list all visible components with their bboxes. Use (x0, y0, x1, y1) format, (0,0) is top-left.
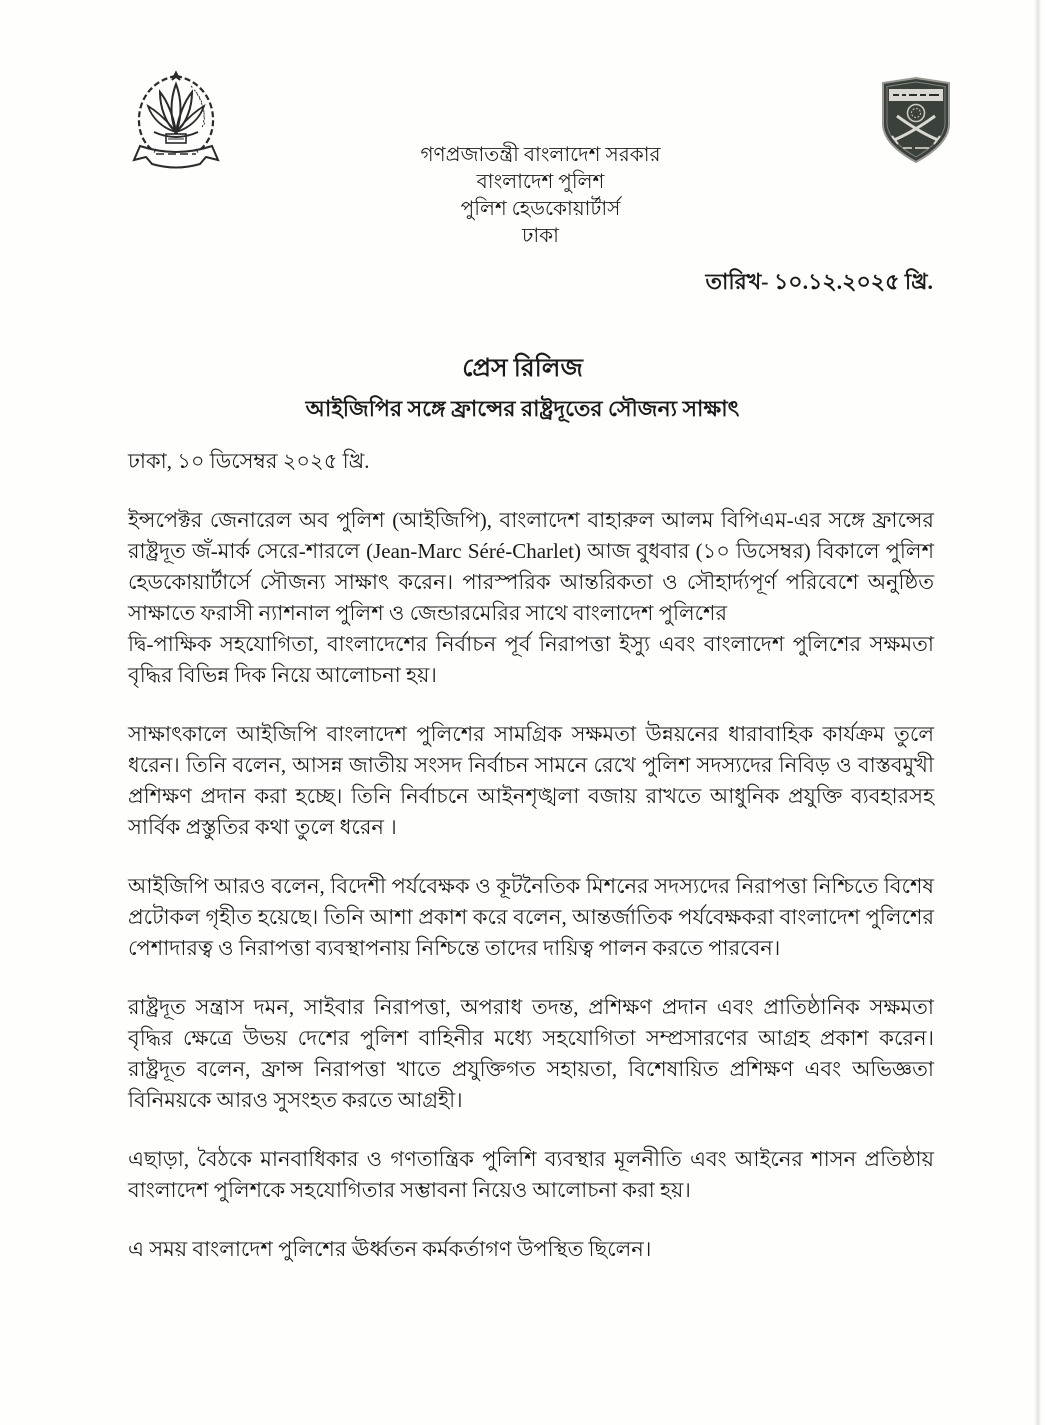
issue-date: তারিখ- ১০.১২.২০২৫ খ্রি. (705, 269, 933, 294)
body-dateline: ঢাকা, ১০ ডিসেম্বর ২০২৫ খ্রি. (128, 449, 370, 473)
paragraph-5: এছাড়া, বৈঠকে মানবাধিকার ও গণতান্ত্রিক পুলিশি ব্যবস্থার মূলনীতি এবং আইনের শাসন প্রতিষ্ঠায় বাংলাদেশ পুলিশকে সহযোগিতার সম্ভাবনা নিয়েও আলোচনা করা হয়। (128, 1147, 934, 1202)
page-subtitle: আইজিপির সঙ্গে ফ্রান্সের রাষ্ট্রদূতের সৌজন্য সাক্ষাৎ (305, 396, 740, 421)
closing-line: এ সময় বাংলাদেশ পুলিশের ঊর্ধ্বতন কর্মকর্তাগণ উপস্থিত ছিলেন। (128, 1237, 652, 1261)
letterhead-government: গণপ্রজাতন্ত্রী বাংলাদেশ সরকার (420, 144, 661, 166)
letterhead (18, 142, 1045, 250)
paragraph-1a: ইন্সপেক্টর জেনারেল অব পুলিশ (আইজিপি), বাংলাদেশ বাহারুল আলম বিপিএম-এর সঙ্গে ফ্রান্সের রাষ্ট্রদূত জঁ-মার্ক সেরে-শারলে (Jean-Marc Séré-Charlet) আজ বুধবার (১০ ডিসেম্বর) বিকালে পুলিশ হেডকোয়ার্টার্সে সৌজন্য সাক্ষাৎ করেন। পারস্পরিক আন্তরিকতা ও সৌহার্দ্যপূর্ণ পরিবেশে অনুষ্ঠিত সাক্ষাতে ফরাসী ন্যাশনাল পুলিশ ও জেন্ডারমেরির সাথে বাংলাদেশ পুলিশের (128, 508, 934, 625)
paragraph-2: সাক্ষাৎকালে আইজিপি বাংলাদেশ পুলিশের সামগ্রিক সক্ষমতা উন্নয়নের ধারাবাহিক কার্যক্রম তুলে ধরেন। তিনি বলেন, আসন্ন জাতীয় সংসদ নির্বাচন সামনে রেখে পুলিশ সদস্যদের নিবিড় ও বাস্তবমুখী প্রশিক্ষণ প্রদান করা হচ্ছে। তিনি নির্বাচনে আইনশৃঙ্খলা বজায় রাখতে আধুনিক প্রযুক্তি ব্যবহারসহ সার্বিক প্রস্তুতির কথা তুলে ধরেন । (128, 722, 934, 839)
letterhead-office: পুলিশ হেডকোয়ার্টার্স (460, 198, 621, 220)
paragraph-3: আইজিপি আরও বলেন, বিদেশী পর্যবেক্ষক ও কূটনৈতিক মিশনের সদস্যদের নিরাপত্তা নিশ্চিতে বিশেষ প্রটোকল গৃহীত হয়েছে। তিনি আশা প্রকাশ করে বলেন, আন্তর্জাতিক পর্যবেক্ষকরা বাংলাদেশ পুলিশের পেশাদারত্ব ও নিরাপত্তা ব্যবস্থাপনায় নিশ্চিন্তে তাদের দায়িত্ব পালন করতে পারবেন। (128, 874, 934, 960)
document-body (128, 446, 934, 1293)
page-title: প্রেস রিলিজ (462, 355, 583, 382)
paragraph-1b: দ্বি-পাক্ষিক সহযোগিতা, বাংলাদেশের নির্বাচন পূর্ব নিরাপত্তা ইস্যু এবং বাংলাদেশ পুলিশের সক্ষমতা বৃদ্ধির বিভিন্ন দিক নিয়ে আলোচনা হয়। (128, 632, 934, 687)
letterhead-organization: বাংলাদেশ পুলিশ (476, 171, 605, 193)
letterhead-city: ঢাকা (522, 225, 559, 247)
paragraph-4: রাষ্ট্রদূত সন্ত্রাস দমন, সাইবার নিরাপত্তা, অপরাধ তদন্ত, প্রশিক্ষণ প্রদান এবং প্রাতিষ্ঠানিক সক্ষমতা বৃদ্ধির ক্ষেত্রে উভয় দেশের পুলিশ বাহিনীর মধ্যে সহযোগিতা সম্প্রসারণের আগ্রহ প্রকাশ করেন। রাষ্ট্রদূত বলেন, ফ্রান্স নিরাপত্তা খাতে প্রযুক্তিগত সহায়তা, বিশেষায়িত প্রশিক্ষণ এবং অভিজ্ঞতা বিনিময়কে আরও সুসংহত করতে আগ্রহী। (128, 995, 934, 1112)
